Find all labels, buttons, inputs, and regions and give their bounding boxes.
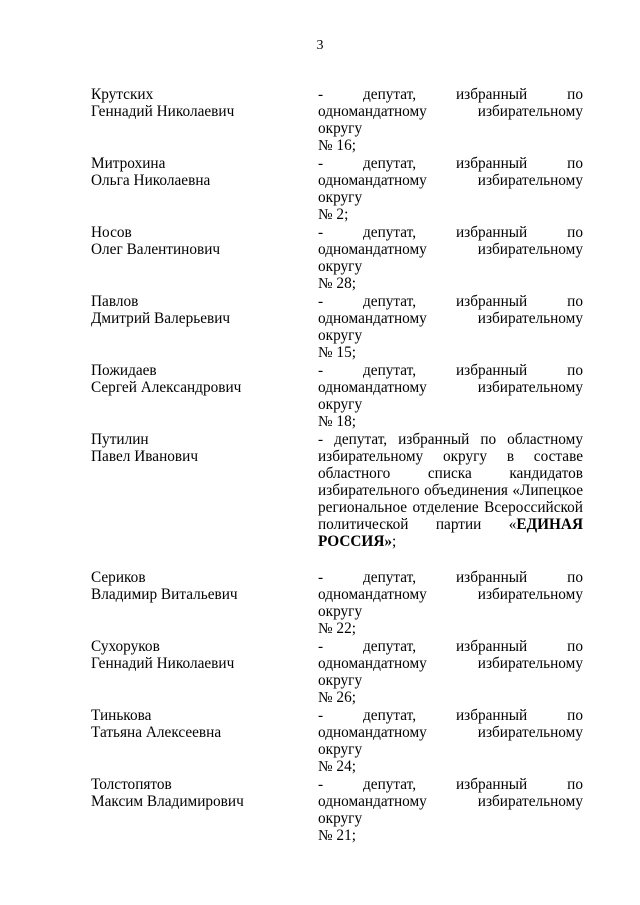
page-number: 3 [316,38,324,53]
description-line: одномандатному избирательному округу [318,586,583,620]
deputy-given-names: Павел Иванович [91,448,199,465]
description-line: - депутат, избранный по [318,707,583,724]
deputy-given-names: Дмитрий Валерьевич [91,310,231,327]
deputy-surname: Путилин [91,431,149,448]
description-line: - депутат, избранный по [318,86,583,103]
description-line: № 21; [318,827,356,844]
deputy-name [91,638,291,672]
description-line: политической партии «ЕДИНАЯ [318,516,583,533]
deputy-description [318,86,583,154]
deputy-name [91,776,291,810]
deputy-given-names: Максим Владимирович [91,793,244,810]
description-line: № 28; [318,275,356,292]
deputy-given-names: Геннадий Николаевич [91,103,235,120]
description-line: одномандатному избирательному округу [318,241,583,275]
party-name-bold: РОССИЯ» [318,533,393,550]
description-line: № 24; [318,758,356,775]
deputy-surname: Пожидаев [91,362,157,379]
description-line: № 26; [318,689,356,706]
description-line: № 18; [318,413,356,430]
deputy-description [318,431,583,550]
deputy-name [91,362,291,396]
deputy-name [91,431,291,465]
deputy-name [91,707,291,741]
description-line: № 2; [318,206,349,223]
description-line: одномандатному избирательному округу [318,724,583,758]
description-line: одномандатному избирательному округу [318,379,583,413]
deputy-description [318,362,583,430]
deputy-given-names: Ольга Николаевна [91,172,211,189]
party-name-bold: ЕДИНАЯ [516,516,583,533]
deputy-description [318,638,583,706]
description-line: № 15; [318,344,356,361]
description-line: одномандатному избирательному округу [318,310,583,344]
deputy-surname: Сухоруков [91,638,160,655]
deputy-given-names: Владимир Витальевич [91,586,238,603]
description-line: избирательному округу в составе [318,448,583,465]
description-line: - депутат, избранный по [318,362,583,379]
deputy-given-names: Олег Валентинович [91,241,221,258]
deputy-surname: Носов [91,224,132,241]
deputy-name [91,224,291,258]
deputy-surname: Толстопятов [91,776,172,793]
description-line: региональное отделение Всероссийской [318,499,583,516]
deputy-description [318,707,583,775]
deputy-name [91,293,291,327]
description-line: - депутат, избранный по [318,224,583,241]
deputy-surname: Митрохина [91,155,166,172]
deputy-given-names: Геннадий Николаевич [91,655,235,672]
description-line: - депутат, избранный по [318,569,583,586]
description-line: - депутат, избранный по [318,638,583,655]
description-line: - депутат, избранный по [318,293,583,310]
deputy-description [318,569,583,637]
description-line: № 16; [318,137,356,154]
deputy-surname: Сериков [91,569,146,586]
description-line: избирательного объединения «Липецкое [318,482,583,499]
deputy-surname: Тинькова [91,707,152,724]
deputy-description [318,224,583,292]
description-line: одномандатному избирательному округу [318,103,583,137]
deputy-description [318,293,583,361]
deputy-description [318,776,583,844]
description-line: областного списка кандидатов [318,465,583,482]
deputy-name [91,86,291,120]
description-line: одномандатному избирательному округу [318,793,583,827]
deputy-name [91,569,291,603]
description-line: одномандатному избирательному округу [318,172,583,206]
description-line: - депутат, избранный по [318,776,583,793]
description-line: одномандатному избирательному округу [318,655,583,689]
deputy-name [91,155,291,189]
deputy-given-names: Сергей Александрович [91,379,242,396]
description-line-final [318,533,583,550]
description-line: № 22; [318,620,356,637]
deputy-surname: Павлов [91,293,139,310]
deputy-surname: Крутских [91,86,154,103]
description-line: - депутат, избранный по областному [318,431,583,448]
deputy-given-names: Татьяна Алексеевна [91,724,222,741]
description-line: - депутат, избранный по [318,155,583,172]
line-terminator: ; [392,533,397,550]
deputy-description [318,155,583,223]
